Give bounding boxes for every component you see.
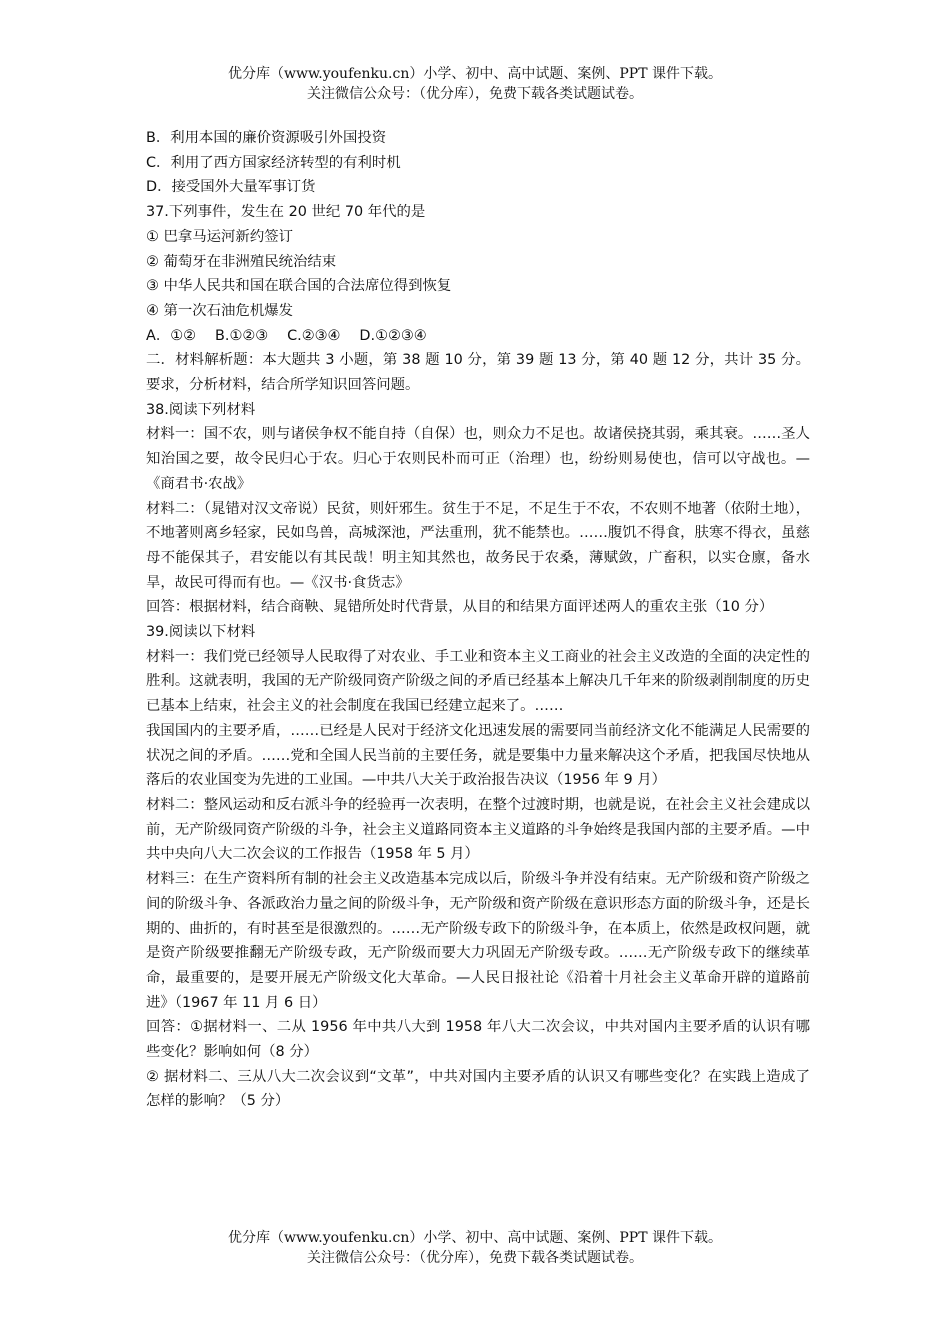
- q36-option-b: B．利用本国的廉价资源吸引外国投资: [146, 130, 387, 146]
- header-banner-line2: 关注微信公众号：（优分库），免费下载各类试题试卷。: [307, 86, 643, 102]
- q37-stem: 37.下列事件，发生在 20 世纪 70 年代的是: [146, 204, 426, 221]
- q39-material-2: 材料二：整风运动和反右派斗争的经验再一次表明，在整个过渡时期，也就是说，在社会主义社会建成以前，无产阶级同资产阶级的斗争，社会主义道路同资本主义道路的斗争始终是我国内部的主要矛盾。—中共中央向八大二次会议的工作报告（1958 年 5 月）: [146, 796, 810, 863]
- q37-item-2: ② 葡萄牙在非洲殖民统治结束: [146, 253, 337, 270]
- q38-material-2: 材料二：（晁错对汉文帝说）民贫，则奸邪生。贫生于不足，不足生于不农，不农则不地著（依附土地），不地著则离乡轻家，民如鸟兽，高城深池，严法重刑，犹不能禁也。……腹饥不得食，肤寒不得衣，虽慈母不能保其子，君安能以有其民哉！明主知其然也，故务民于农桑，薄赋敛，广畜积，以实仓廪，备水旱，故民可得而有也。—《汉书·食货志》: [146, 500, 810, 591]
- footer-banner-line1: 优分库（www.youfenku.cn）小学、初中、高中试题、案例、PPT 课件下载。: [227, 1230, 722, 1246]
- q36-option-d: D．接受国外大量军事订货: [146, 179, 316, 196]
- q39-material-1b: 我国国内的主要矛盾，……已经是人民对于经济文化迅速发展的需要同当前经济文化不能满足人民需要的状况之间的矛盾。……党和全国人民当前的主要任务，就是要集中力量来解决这个矛盾，把我国尽快地从落后的农业国变为先进的工业国。—中共八大关于政治报告决议（1956 年 9 月）: [146, 722, 810, 789]
- q36-option-c: C．利用了西方国家经济转型的有利时机: [146, 154, 401, 171]
- q37-item-3: ③ 中华人民共和国在联合国的合法席位得到恢复: [146, 278, 452, 295]
- q38-material-1: 材料一：国不农，则与诸侯争权不能自持（自保）也，则众力不足也。故诸侯挠其弱，乘其衰。……圣人知治国之要，故令民归心于农。归心于农则民朴而可正（治理）也，纷纷则易使也，信可以守战也。—《商君书·农战》: [146, 426, 810, 492]
- q39-answer-2: ② 据材料二、三从八大二次会议到“文革”，中共对国内主要矛盾的认识又有哪些变化？在实践上造成了怎样的影响？（5 分）: [146, 1068, 810, 1110]
- q37-item-1: ① 巴拿马运河新约签订: [146, 228, 293, 245]
- q38-answer: 回答：根据材料，结合商鞅、晁错所处时代背景，从目的和结果方面评述两人的重农主张（10 分）: [146, 599, 774, 616]
- q39-title: 39.阅读以下材料: [146, 624, 256, 641]
- q37-choices: A．①② B.①②③ C.②③④ D.①②③④: [146, 327, 427, 344]
- document-body: [146, 126, 810, 1114]
- q38-title: 38.阅读下列材料: [146, 401, 256, 418]
- q39-material-1a: 材料一：我们党已经领导人民取得了对农业、手工业和资本主义工商业的社会主义改造的全面的决定性的胜利。这就表明，我国的无产阶级同资产阶级之间的矛盾已经基本上解决几千年来的阶级剥削制度的历史已基本上结束，社会主义的社会制度在我国已经建立起来了。……: [146, 648, 810, 715]
- footer-banner: [0, 1228, 950, 1268]
- q37-item-4: ④ 第一次石油危机爆发: [146, 302, 293, 319]
- header-banner-line1: 优分库（www.youfenku.cn）小学、初中、高中试题、案例、PPT 课件下载。: [227, 66, 722, 82]
- q39-material-3: 材料三：在生产资料所有制的社会主义改造基本完成以后，阶级斗争并没有结束。无产阶级和资产阶级之间的阶级斗争、各派政治力量之间的阶级斗争，无产阶级和资产阶级在意识形态方面的阶级斗争，还是长期的、曲折的，有时甚至是很激烈的。……无产阶级专政下的阶级斗争，在本质上，依然是政权问题，就是资产阶级要推翻无产阶级专政，无产阶级而要大力巩固无产阶级专政。……无产阶级专政下的继续革命，最重要的，是要开展无产阶级文化大革命。—人民日报社论《沿着十月社会主义革命开辟的道路前进》（1967 年 11 月 6 日）: [146, 871, 810, 1011]
- footer-banner-line2: 关注微信公众号：（优分库），免费下载各类试题试卷。: [307, 1250, 643, 1266]
- section-2-heading: 二．材料解析题：本大题共 3 小题，第 38 题 10 分，第 39 题 13 分，第 40 题 12 分，共计 35 分。要求，分析材料，结合所学知识回答问题。: [146, 352, 810, 394]
- q39-answer-1: 回答：①据材料一、二从 1956 年中共八大到 1958 年八大二次会议，中共对国内主要矛盾的认识有哪些变化？影响如何（8 分）: [146, 1019, 810, 1061]
- header-banner: [0, 64, 950, 104]
